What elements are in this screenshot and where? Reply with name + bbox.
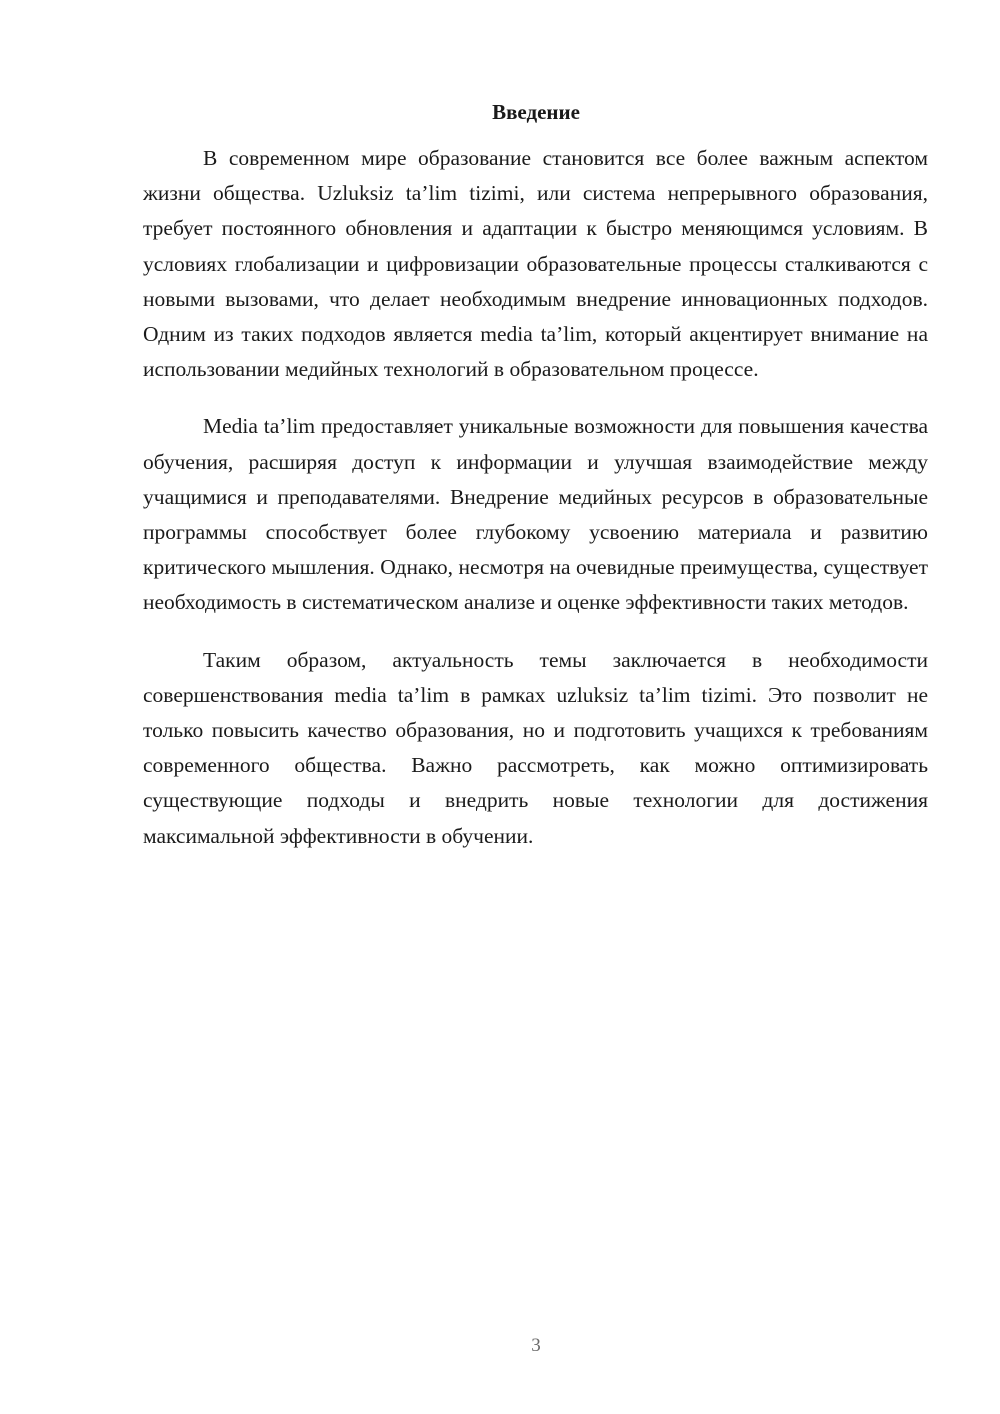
paragraph-1: В современном мире образование становится все более важным аспектом жизни общества. Uzluksiz ta’lim tizimi, или система непрерывного образования, требует постоянного обновления и адаптации к быстро меняющимся условиям. В условиях глобализации и цифровизации образовательные процессы сталкиваются с новыми вызовами, что делает необходимым внедрение инновационных подходов. Одним из таких подходов является media ta’lim, который акцентирует внимание на использовании медийных технологий в образовательном процессе. <box>143 146 928 382</box>
paragraph-3: Таким образом, актуальность темы заключается в необходимости совершенствования media ta’lim в рамках uzluksiz ta’lim tizimi. Это позволит не только повысить качество образования, но и подготовить учащихся к требованиям современного общества. Важно рассмотреть, как можно оптимизировать существующие подходы и внедрить новые технологии для достижения максимальной эффективности в обучении. <box>143 647 928 848</box>
page-title: Введение <box>492 100 580 124</box>
document-body <box>143 141 928 876</box>
paragraph-2: Media ta’lim предоставляет уникальные возможности для повышения качества обучения, расширяя доступ к информации и улучшая взаимодействие между учащимися и преподавателями. Внедрение медийных ресурсов в образовательные программы способствует более глубокому усвоению материала и развитию критического мышления. Однако, несмотря на очевидные преимущества, существует необходимость в систематическом анализе и оценке эффективности таких методов. <box>143 414 928 615</box>
page-number: 3 <box>531 1335 541 1356</box>
